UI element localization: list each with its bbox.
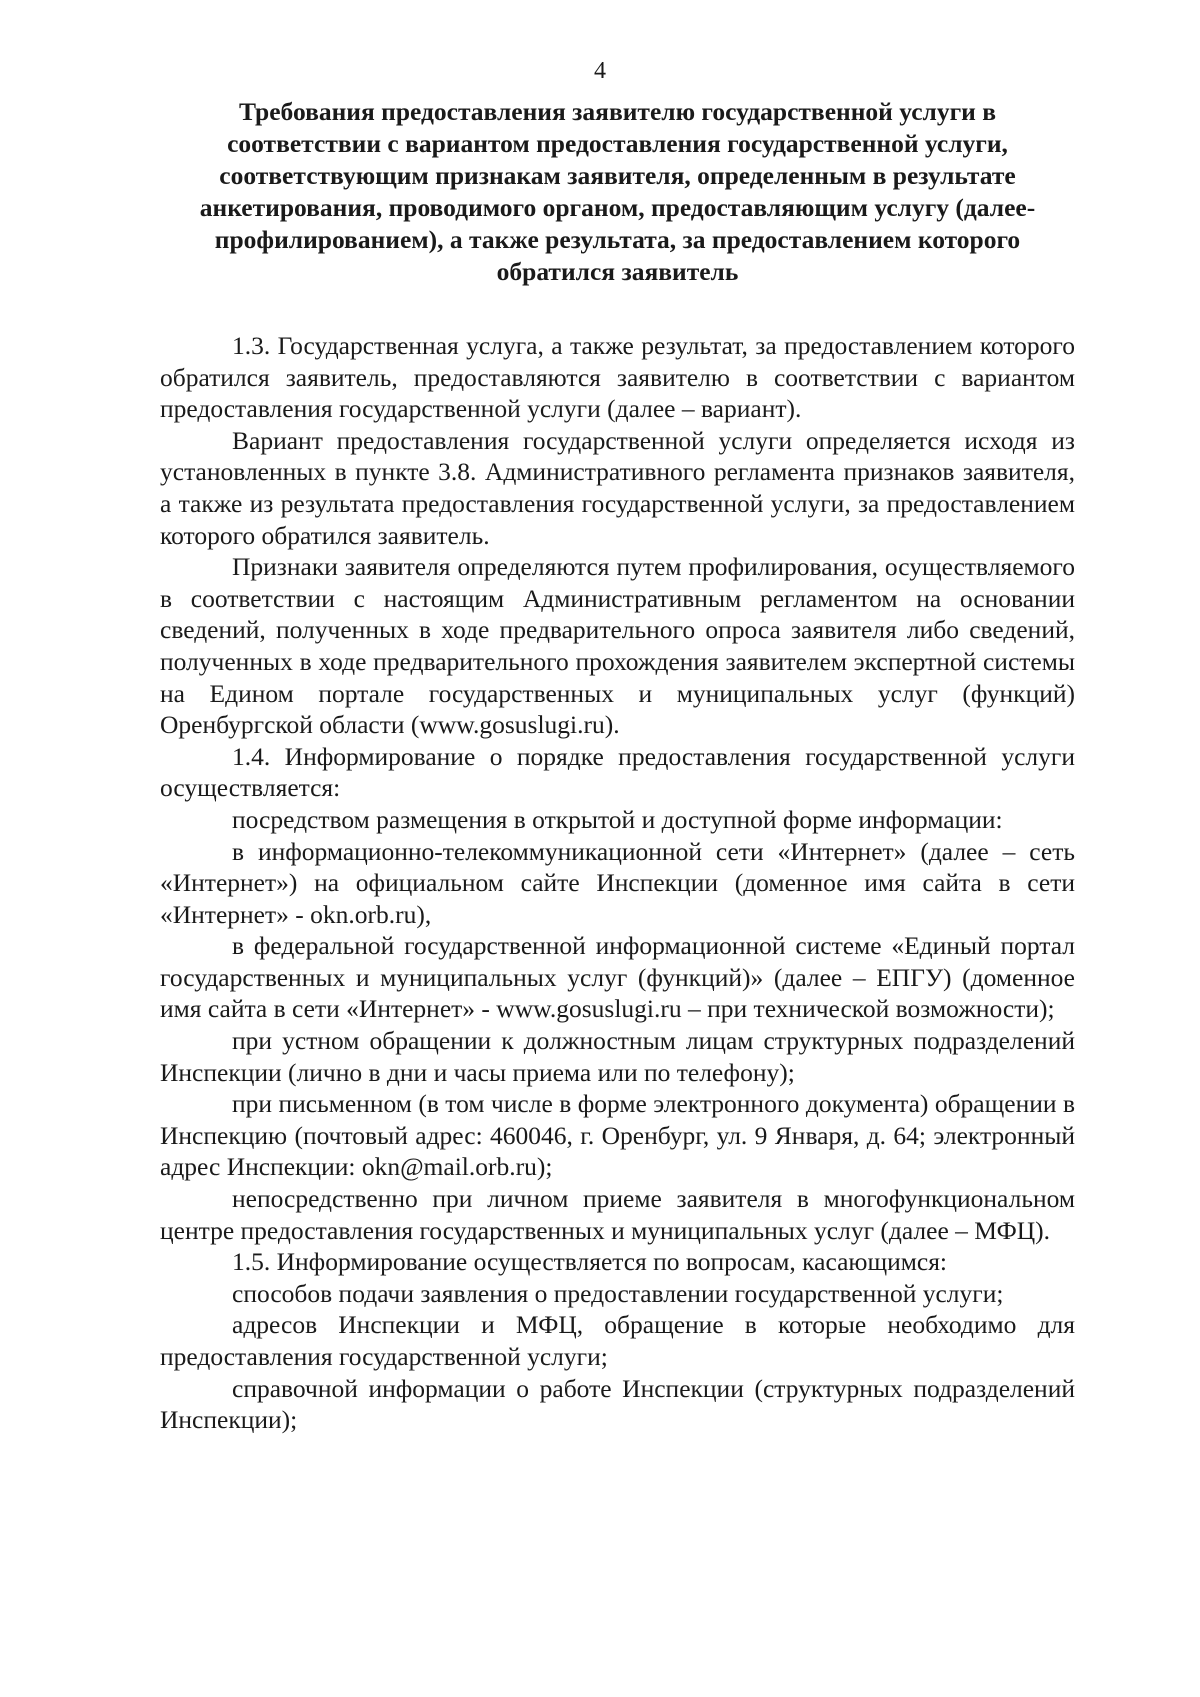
paragraph-variant: Вариант предоставления государственной услуги определяется исходя из установленных в пункте 3.8. Административного регламента признаков заявителя, а также из результата предоставления государственной услуги, за предоставлением которого обратился заявитель. [160,425,1075,550]
paragraph-reference-info: справочной информации о работе Инспекции (структурных подразделений Инспекции); [160,1373,1075,1435]
paragraph-internet-site: в информационно-телекоммуникационной сети «Интернет» (далее – сеть «Интернет») на официальном сайте Инспекции (доменное имя сайта в сети «Интернет» - okn.orb.ru), [160,836,1075,929]
paragraph-submission-methods: способов подачи заявления о предоставлении государственной услуги; [232,1278,1004,1308]
paragraph-1-3: 1.3. Государственная услуга, а также результат, за предоставлением которого обратился заявитель, предоставляются заявителю в соответствии с вариантом предоставления государственной услуги (далее – вариант). [160,331,1075,424]
document-body [160,330,1075,1436]
paragraph-applicant-features: Признаки заявителя определяются путем профилирования, осуществляемого в соответствии с настоящим Административным регламентом на основании сведений, полученных в ходе предварительного опроса заявителя либо сведений, полученных в ходе предварительного прохождения заявителем экспертной системы на Едином портале государственных и муниципальных услуг (функций) Оренбургской области (www.gosuslugi.ru). [160,552,1075,740]
page-number: 4 [594,58,606,84]
paragraph-1-5: 1.5. Информирование осуществляется по вопросам, касающимся: [232,1247,948,1277]
paragraph-addresses: адресов Инспекции и МФЦ, обращение в которые необходимо для предоставления государственной услуги; [160,1310,1075,1371]
section-title: Требования предоставления заявителю государственной услуги в соответствии с вариантом предоставления государственной услуги, соответствующим признакам заявителя, определенным в результате анкетирования, проводимого органом, предоставляющим услугу (далее-профилированием), а также результата, за предоставлением которого обратился заявитель [199,97,1036,286]
paragraph-written-appeal: при письменном (в том числе в форме электронного документа) обращении в Инспекцию (почтовый адрес: 460046, г. Оренбург, ул. 9 Января, д. 64; электронный адрес Инспекции: okn@mail.orb.ru); [160,1089,1075,1182]
paragraph-1-4: 1.4. Информирование о порядке предоставления государственной услуги осуществляется: [160,741,1075,803]
paragraph-mfc: непосредственно при личном приеме заявителя в многофункциональном центре предоставления государственных и муниципальных услуг (далее – МФЦ). [160,1184,1075,1245]
paragraph-epgu: в федеральной государственной информационной системе «Единый портал государственных и муниципальных услуг (функций)» (далее – ЕПГУ) (доменное имя сайта в сети «Интернет» - www.gosuslugi.ru – при технической возможности); [160,931,1075,1024]
paragraph-open-info: посредством размещения в открытой и доступной форме информации: [232,804,1003,834]
paragraph-oral-appeal: при устном обращении к должностным лицам структурных подразделений Инспекции (лично в дни и часы приема или по телефону); [160,1026,1075,1087]
